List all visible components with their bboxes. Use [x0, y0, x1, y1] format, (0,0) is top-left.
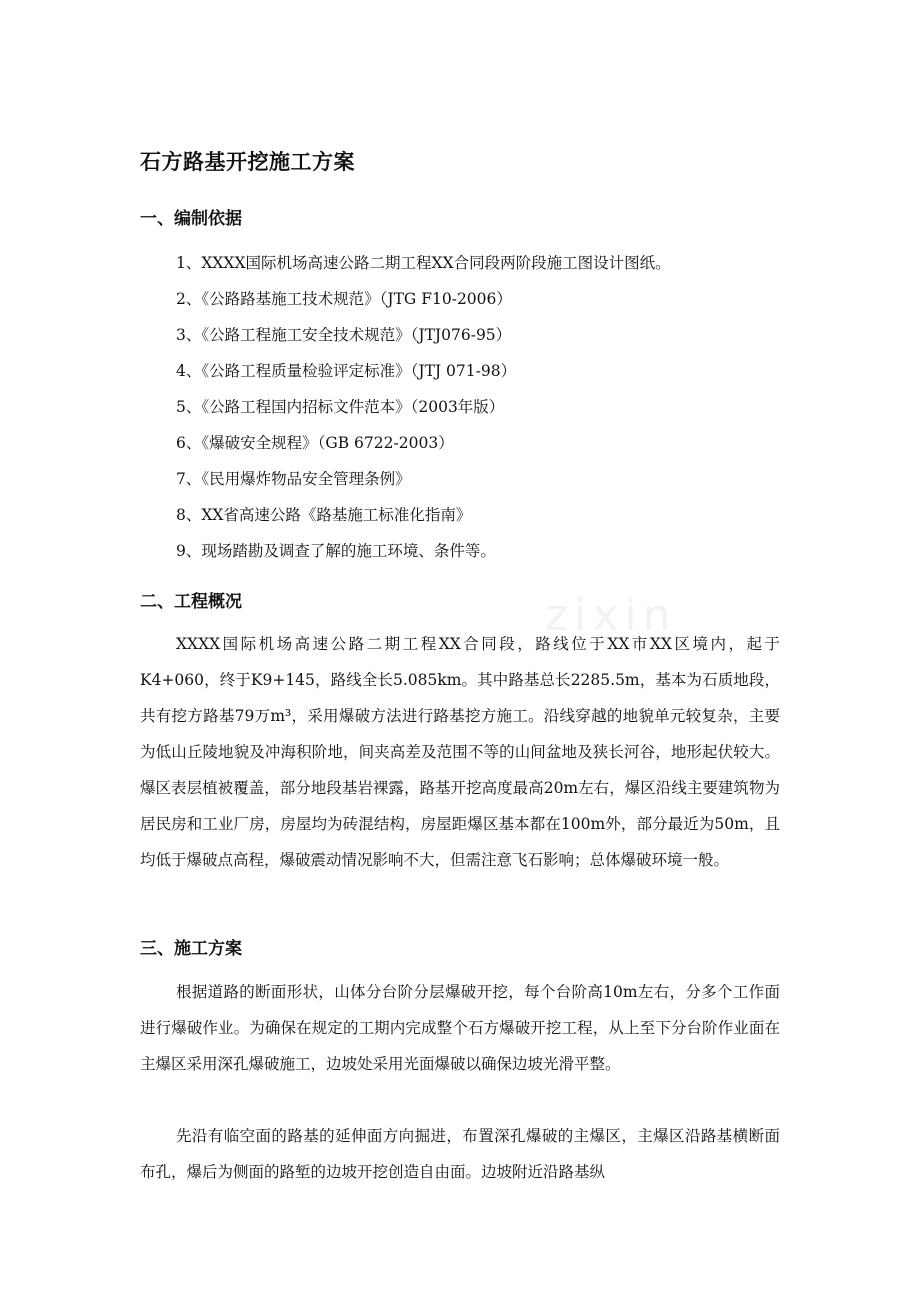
plan-paragraph-1: 根据道路的断面形状，山体分台阶分层爆破开挖，每个台阶高10m左右，分多个工作面进行爆破作业。为确保在规定的工期内完成整个石方爆破开挖工程，从上至下分台阶作业面在主爆区采用深孔爆破施工，边坡处采用光面爆破以确保边坡光滑平整。 — [140, 983, 780, 1073]
reference-item: 2、《公路路基施工技术规范》（JTG F10-2006） — [176, 290, 512, 308]
reference-item: 3、《公路工程施工安全技术规范》（JTJ076-95） — [176, 326, 512, 344]
plan-paragraph-2: 先沿有临空面的路基的延伸面方向掘进，布置深孔爆破的主爆区，主爆区沿路基横断面布孔，爆后为侧面的路堑的边坡开挖创造自由面。边坡附近沿路基纵 — [140, 1127, 780, 1181]
document-title: 石方路基开挖施工方案 — [140, 150, 355, 174]
section-heading-plan: 三、施工方案 — [140, 939, 242, 959]
reference-item: 9、现场踏勘及调查了解的施工环境、条件等。 — [176, 542, 496, 560]
reference-item: 6、《爆破安全规程》（GB 6722-2003） — [176, 434, 454, 452]
reference-item: 4、《公路工程质量检验评定标准》（JTJ 071-98） — [176, 362, 517, 380]
section-heading-overview: 二、工程概况 — [140, 592, 242, 612]
reference-item: 5、《公路工程国内招标文件范本》（2003年版） — [176, 398, 505, 416]
overview-paragraph: XXXX国际机场高速公路二期工程XX合同段，路线位于XX市XX区境内，起于K4+060，终于K9+145，路线全长5.085km。其中路基总长2285.5m，基本为石质地段，共有挖方路基79万m³，采用爆破方法进行路基挖方施工。沿线穿越的地貌单元较复杂，主要为低山丘陵地貌及冲海积阶地，间夹高差及范围不等的山间盆地及狭长河谷，地形起伏较大。爆区表层植被覆盖，部分地段基岩裸露，路基开挖高度最高20m左右，爆区沿线主要建筑物为居民房和工业厂房，房屋均为砖混结构，房屋距爆区基本都在100m外，部分最近为50m，且均低于爆破点高程，爆破震动情况影响不大，但需注意飞石影响；总体爆破环境一般。 — [140, 635, 780, 869]
reference-item: 1、XXXX国际机场高速公路二期工程XX合同段两阶段施工图设计图纸。 — [176, 254, 671, 272]
watermark-logo — [545, 590, 785, 640]
reference-item: 7、《民用爆炸物品安全管理条例》 — [176, 470, 411, 488]
reference-item: 8、XX省高速公路《路基施工标准化指南》 — [176, 506, 472, 524]
section-heading-basis: 一、编制依据 — [140, 209, 242, 229]
svg-text:zixin: zixin — [545, 590, 677, 640]
